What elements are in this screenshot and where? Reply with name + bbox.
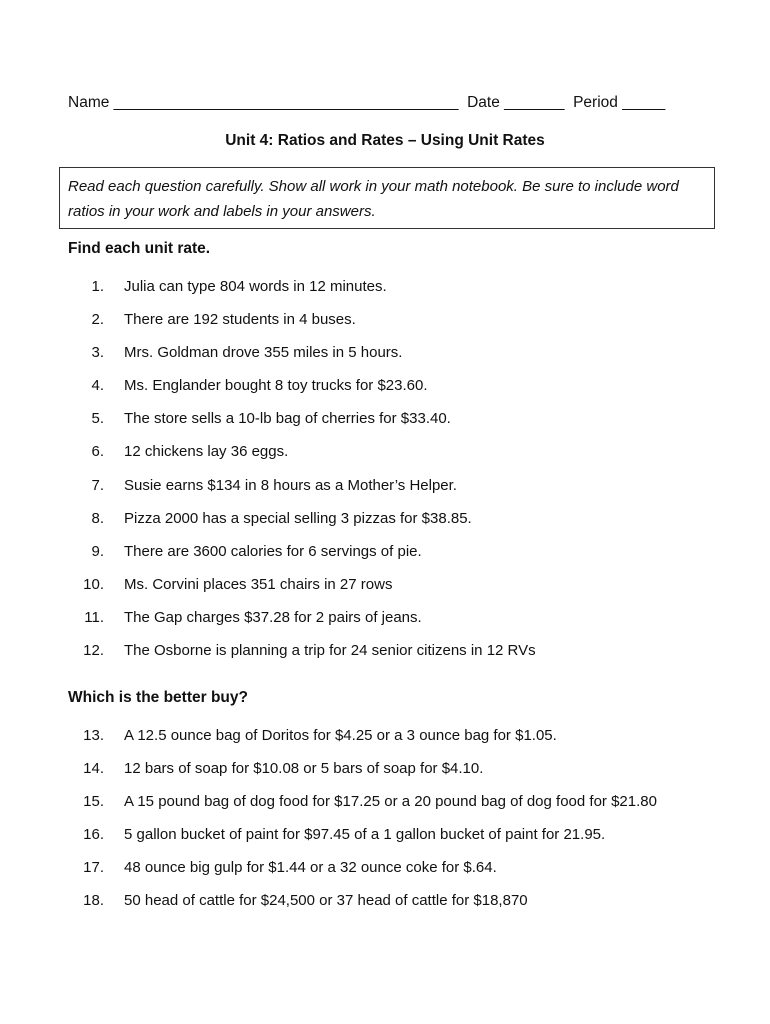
- problem-item: [0, 543, 770, 565]
- page-title: Unit 4: Ratios and Rates – Using Unit Rates: [225, 132, 545, 149]
- problem-item: [0, 892, 770, 914]
- problem-number: 4.: [91, 377, 104, 394]
- section-heading-better-buy: Which is the better buy?: [68, 689, 248, 706]
- problem-item: [0, 477, 770, 499]
- problem-text: Ms. Englander bought 8 toy trucks for $23.60.: [124, 377, 428, 394]
- problem-item: [0, 278, 770, 300]
- problem-text: Susie earns $134 in 8 hours as a Mother’s Helper.: [124, 477, 457, 494]
- problem-item: [0, 311, 770, 333]
- problem-number: 6.: [91, 443, 104, 460]
- problem-text: There are 3600 calories for 6 servings of pie.: [124, 543, 422, 560]
- problem-text: Ms. Corvini places 351 chairs in 27 rows: [124, 576, 393, 593]
- problem-text: A 15 pound bag of dog food for $17.25 or a 20 pound bag of dog food for $21.80: [124, 793, 657, 810]
- problem-text: Pizza 2000 has a special selling 3 pizzas for $38.85.: [124, 510, 472, 527]
- problem-number: 14.: [83, 760, 104, 777]
- problem-number: 10.: [83, 576, 104, 593]
- problem-item: [0, 826, 770, 848]
- problem-text: A 12.5 ounce bag of Doritos for $4.25 or a 3 ounce bag for $1.05.: [124, 727, 557, 744]
- section-heading-unit-rate: Find each unit rate.: [68, 240, 211, 257]
- problem-item: [0, 727, 770, 749]
- problem-number: 8.: [91, 510, 104, 527]
- problem-text: Julia can type 804 words in 12 minutes.: [124, 278, 387, 295]
- problem-number: 9.: [91, 543, 104, 560]
- problem-number: 13.: [83, 727, 104, 744]
- problem-text: 12 chickens lay 36 eggs.: [124, 443, 289, 460]
- problem-text: The store sells a 10-lb bag of cherries for $33.40.: [124, 410, 451, 427]
- problem-number: 17.: [83, 859, 104, 876]
- problem-number: 5.: [91, 410, 104, 427]
- problem-text: The Gap charges $37.28 for 2 pairs of jeans.: [124, 609, 422, 626]
- problem-number: 18.: [83, 892, 104, 909]
- problem-item: [0, 760, 770, 782]
- name-date-period-line: Name ________________________________________ Date _______ Period _____: [68, 94, 666, 111]
- problem-item: [0, 377, 770, 399]
- problem-number: 1.: [91, 278, 104, 295]
- problem-item: [0, 443, 770, 465]
- problem-text: 5 gallon bucket of paint for $97.45 of a 1 gallon bucket of paint for 21.95.: [124, 826, 606, 843]
- problem-item: [0, 859, 770, 881]
- problem-text: Mrs. Goldman drove 355 miles in 5 hours.: [124, 344, 403, 361]
- problem-number: 16.: [83, 826, 104, 843]
- problem-item: [0, 576, 770, 598]
- problem-item: [0, 344, 770, 366]
- problem-number: 2.: [91, 311, 104, 328]
- problem-item: [0, 642, 770, 664]
- problem-number: 11.: [84, 609, 104, 626]
- problem-item: [0, 410, 770, 432]
- problem-number: 7.: [91, 477, 104, 494]
- problem-number: 15.: [83, 793, 104, 810]
- problem-item: [0, 609, 770, 631]
- problem-number: 3.: [91, 344, 104, 361]
- problem-text: There are 192 students in 4 buses.: [124, 311, 356, 328]
- problem-item: [0, 793, 770, 815]
- instructions-box: Read each question carefully. Show all work in your math notebook. Be sure to include word ratios in your work and labels in your answers.: [59, 167, 715, 229]
- problem-item: [0, 510, 770, 532]
- problem-number: 12.: [83, 642, 104, 659]
- problem-text: 48 ounce big gulp for $1.44 or a 32 ounce coke for $.64.: [124, 859, 497, 876]
- problem-text: 12 bars of soap for $10.08 or 5 bars of soap for $4.10.: [124, 760, 484, 777]
- problem-text: 50 head of cattle for $24,500 or 37 head of cattle for $18,870: [124, 892, 528, 909]
- problem-text: The Osborne is planning a trip for 24 senior citizens in 12 RVs: [124, 642, 536, 659]
